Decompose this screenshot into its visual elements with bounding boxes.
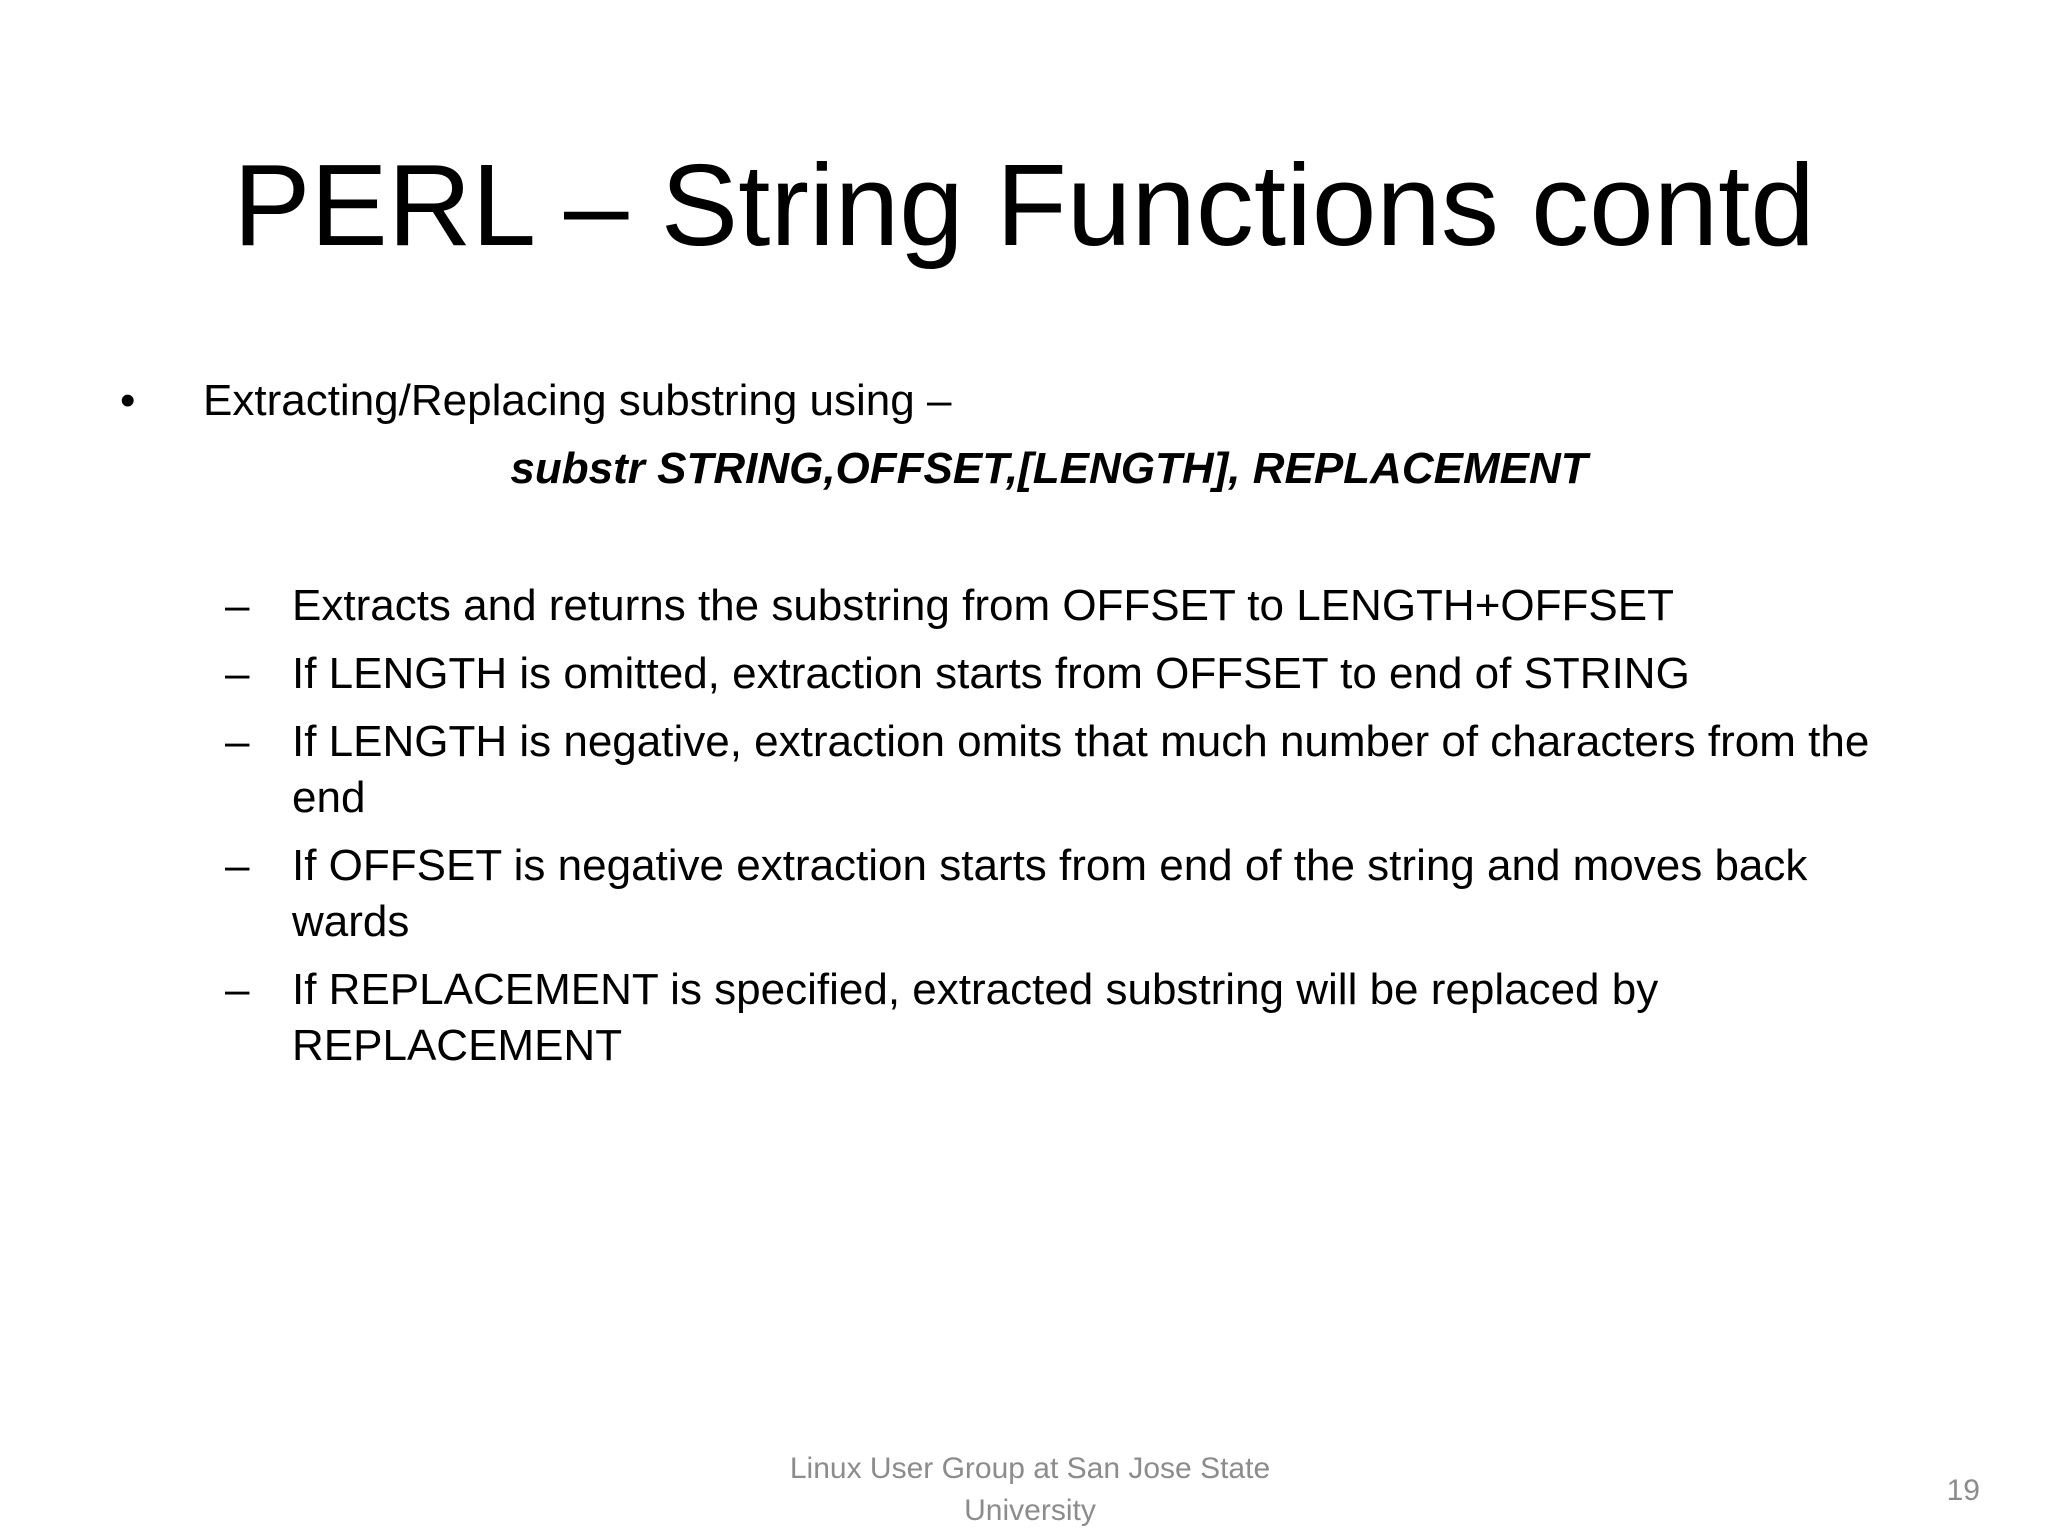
dash-icon: – (225, 649, 250, 698)
function-syntax: substr STRING,OFFSET,[LENGTH], REPLACEMENT (510, 444, 1588, 493)
sub-bullet-text: If LENGTH is omitted, extraction starts from OFFSET to end of STRING (292, 649, 1690, 698)
sub-bullet-item (225, 838, 1925, 950)
slide-footer: Linux User Group at San Jose State University (789, 1452, 1271, 1527)
dash-icon: – (225, 841, 250, 890)
sub-bullet-text: If REPLACEMENT is specified, extracted substring will be replaced by REPLACEMENT (292, 965, 1659, 1070)
sub-bullet-item (225, 714, 1925, 826)
bullet-text: Extracting/Replacing substring using – (203, 376, 952, 425)
sub-bullet-text: If OFFSET is negative extraction starts from end of the string and moves back wards (292, 841, 1808, 946)
sub-bullet-item (225, 962, 1925, 1074)
page-number: 19 (1946, 1474, 1980, 1507)
bullet-icon: • (120, 376, 136, 425)
sub-bullet-list (225, 578, 1925, 1086)
dash-icon: – (225, 717, 250, 766)
dash-icon: – (225, 581, 250, 630)
sub-bullet-item (225, 646, 1925, 702)
sub-bullet-text: Extracts and returns the substring from OFFSET to LENGTH+OFFSET (292, 581, 1674, 630)
sub-bullet-text: If LENGTH is negative, extraction omits that much number of characters from the end (292, 717, 1870, 822)
sub-bullet-item (225, 578, 1925, 634)
slide-title: PERL – String Functions contd (233, 140, 1815, 270)
dash-icon: – (225, 965, 250, 1014)
